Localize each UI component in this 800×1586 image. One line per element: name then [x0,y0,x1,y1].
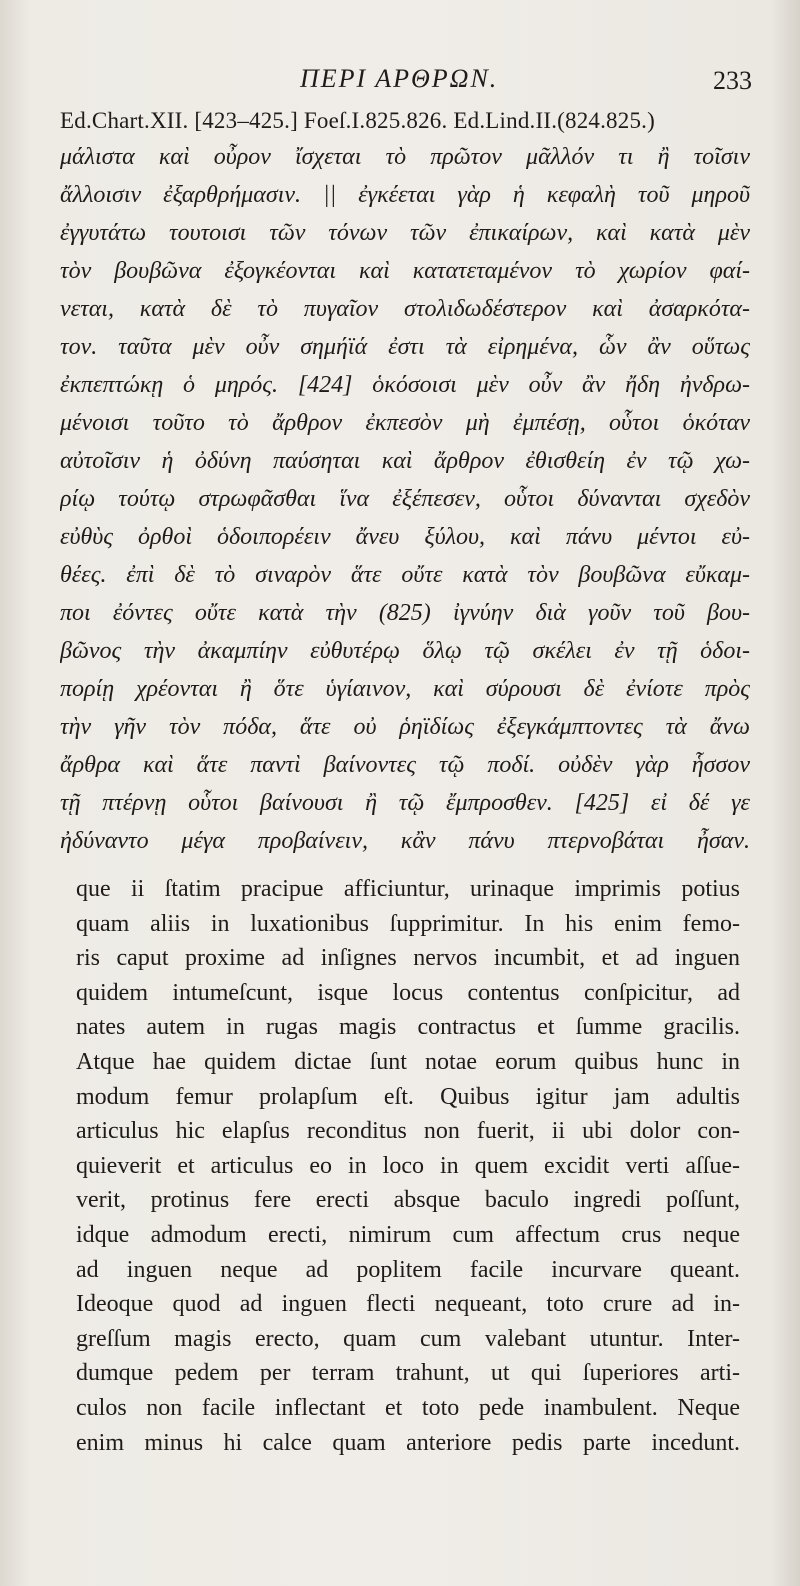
text-line: ad inguen neque ad poplitem facile incurvare queant. [76,1256,740,1283]
text-line: ρίῳ τούτῳ στρωφᾶσθαι ἵνα ἐξέπεσεν, οὗτοι δύνανται σχεδὸν [60,486,750,512]
text-line: que ii ſtatim pracipue afficiuntur, urinaque imprimis potius [76,876,740,902]
greek-text-block [60,138,750,860]
text-line: τῇ πτέρνῃ οὗτοι βαίνουσι ἢ τῷ ἔμπροσθεν. [425] εἰ δέ γε [60,790,750,816]
text-line: τον. ταῦτα μὲν οὖν σημήϊά ἐστι τὰ εἰρημένα, ὧν ἂν οὕτως [60,334,750,360]
text-line: ris caput proxime ad inſignes nervos incumbit, et ad inguen [76,945,740,972]
edition-reference: Ed.Chart.XII. [423–425.] Foeſ.I.825.826. Ed.Lind.II.(824.825.) [60,108,655,133]
page-header [0,58,800,98]
text-line: nates autem in rugas magis contractus et ſumme gracilis. [76,1014,740,1041]
text-line: εὐθὺς ὀρθοὶ ὁδοιπορέειν ἄνευ ξύλου, καὶ πάνυ μέντοι εὐ- [60,524,750,550]
text-line: dumque pedem per terram trahunt, ut qui ſuperiores arti- [76,1360,740,1387]
text-line: ἄρθρα καὶ ἅτε παντὶ βαίνοντες τῷ ποδί. οὐδὲν γὰρ ἧσσον [60,752,750,778]
text-line: μένοισι τοῦτο τὸ ἄρθρον ἐκπεσὸν μὴ ἐμπέσῃ, οὗτοι ὁκόταν [60,410,750,436]
text-line: greſſum magis erecto, quam cum valebant utuntur. Inter- [76,1325,740,1352]
latin-text-block [76,872,740,1460]
text-line: νεται, κατὰ δὲ τὸ πυγαῖον στολιδωδέστερον καὶ ἀσαρκότα- [60,296,750,322]
running-title: ΠΕΡΙ ΑΡΘΡΩΝ. [300,64,499,93]
text-line: articulus hic elapſus reconditus non fuerit, ii ubi dolor con- [76,1118,740,1145]
text-line: Ideoque quod ad inguen flecti nequeant, toto crure ad in- [76,1291,740,1318]
text-line: enim minus hi calce quam anteriore pedis parte incedunt. [76,1429,740,1456]
text-line: ἄλλοισιν ἐξαρθρήμασιν. || ἐγκέεται γὰρ ἡ κεφαλὴ τοῦ μηροῦ [60,182,750,208]
text-line: θέες. ἐπὶ δὲ τὸ σιναρὸν ἅτε οὔτε κατὰ τὸν βουβῶνα εὔκαμ- [60,562,750,588]
text-line: verit, protinus fere erecti absque baculo ingredi poſſunt, [76,1187,740,1214]
text-line: ἐγγυτάτω τουτοισι τῶν τόνων τῶν ἐπικαίρων, καὶ κατὰ μὲν [60,220,750,246]
text-line: quam aliis in luxationibus ſupprimitur. In his enim femo- [76,910,740,937]
text-line: ποι ἐόντες οὔτε κατὰ τὴν (825) ἰγνύην διὰ γοῦν τοῦ βου- [60,600,750,626]
text-line: Atque hae quidem dictae ſunt notae eorum quibus hunc in [76,1048,740,1075]
text-line: μάλιστα καὶ οὖρον ἴσχεται τὸ πρῶτον μᾶλλόν τι ἢ τοῖσιν [60,144,750,170]
text-line: βῶνος τὴν ἀκαμπίην εὐθυτέρῳ ὅλῳ τῷ σκέλει ἐν τῇ ὁδοι- [60,638,750,664]
text-line: idque admodum erecti, nimirum cum affectum crus neque [76,1221,740,1248]
text-line: τὸν βουβῶνα ἐξογκέονται καὶ κατατεταμένον τὸ χωρίον φαί- [60,258,750,284]
text-line: ἠδύναντο μέγα προβαίνειν, κἂν πάνυ πτερνοβάται ἦσαν. [60,828,750,854]
text-line: ἐκπεπτώκῃ ὁ μηρός. [424] ὁκόσοισι μὲν οὖν ἂν ἤδη ἠνδρω- [60,372,750,398]
page-number: 233 [713,66,752,95]
text-line: αὐτοῖσιν ἡ ὀδύνη παύσηται καὶ ἄρθρον ἐθισθείη ἐν τῷ χω- [60,448,750,474]
text-line: culos non facile inflectant et toto pede inambulent. Neque [76,1394,740,1421]
text-line: πορίῃ χρέονται ἢ ὅτε ὑγίαινον, καὶ σύρουσι δὲ ἐνίοτε πρὸς [60,676,750,702]
text-line: τὴν γῆν τὸν πόδα, ἅτε οὐ ῥηϊδίως ἐξεγκάμπτοντες τὰ ἄνω [60,714,750,740]
text-line: quieverit et articulus eo in loco in quem excidit verti aſſue- [76,1152,740,1179]
text-line: quidem intumeſcunt, isque locus contentus conſpicitur, ad [76,979,740,1006]
text-line: modum femur prolapſum eſt. Quibus igitur jam adultis [76,1083,740,1110]
